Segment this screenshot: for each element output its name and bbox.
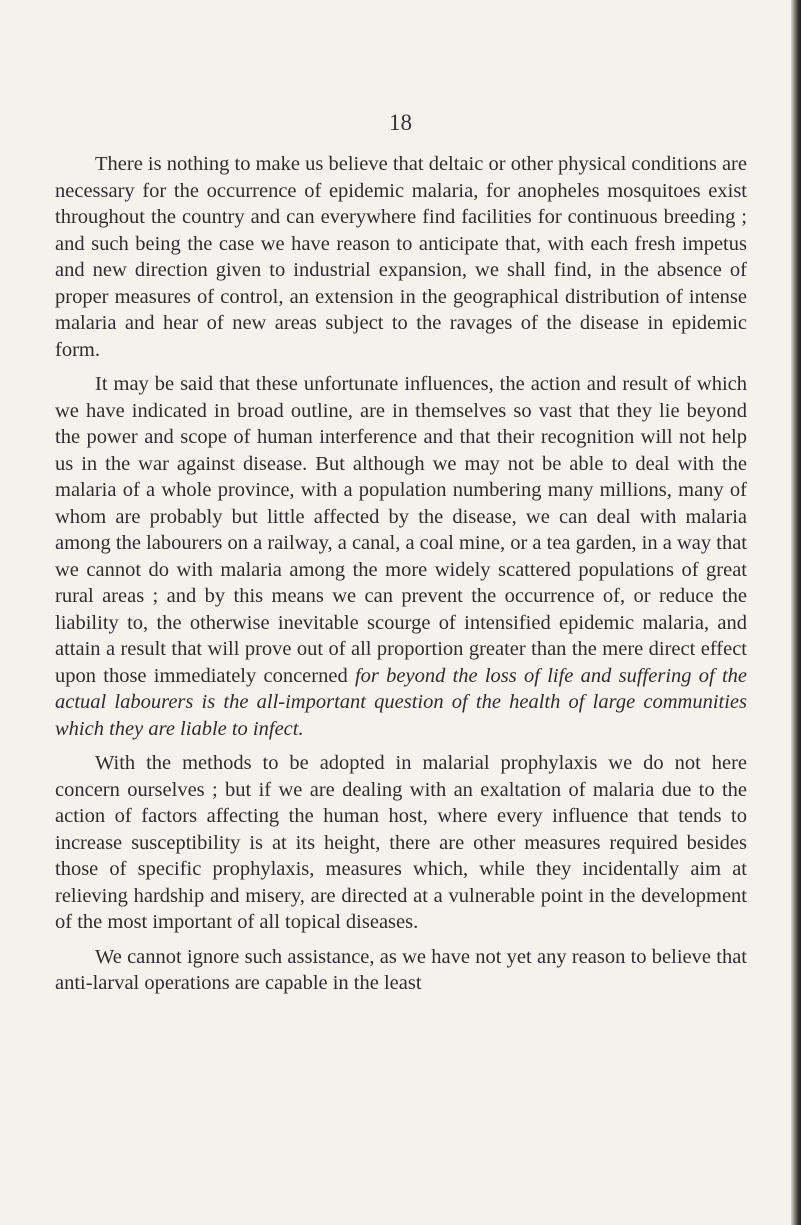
paragraph-2 xyxy=(55,371,747,742)
paragraph-4-text: We cannot ignore such assistance, as we have not yet any reason to believe that anti-larval operations are capable in the least xyxy=(55,945,747,994)
paragraph-1-text: There is nothing to make us believe that deltaic or other physical conditions are necessary for the occurrence of epidemic malaria, for anopheles mosquitoes exist throughout the country and can everywhere find facilities for continuous breeding ; and such being the case we have reason to anticipate that, with each fresh impetus and new direction given to industrial expansion, we shall find, in the absence of proper measures of control, an extension in the geographical distribution of intense malaria and hear of new areas subject to the ravages of the disease in epidemic form. xyxy=(55,153,747,361)
page-edge-shadow xyxy=(791,0,801,1225)
paragraph-4 xyxy=(55,944,747,997)
body-text xyxy=(55,151,747,997)
paragraph-3-text: With the methods to be adopted in malarial prophylaxis we do not here concern ourselves ; but if we are dealing with an exaltation of malaria due to the action of factors affecting the human host, where every influence that tends to increase susceptibility is at its height, there are other measures required besides those of specific prophylaxis, measures which, while they incidentally aim at relieving hardship and misery, are directed at a vulnerable point in the development of the most important of all topical diseases. xyxy=(55,752,747,933)
page-number: 18 xyxy=(389,110,412,135)
paragraph-1 xyxy=(55,151,747,363)
paragraph-2-italic-text: for beyond the loss of life and suffering of the actual labourers is the all-important question of the health of large communities which they are liable to infect. xyxy=(55,664,747,740)
paragraph-3 xyxy=(55,750,747,936)
paragraph-2-text: It may be said that these unfortunate influences, the action and result of which we have indicated in broad outline, are in themselves so vast that they lie beyond the power and scope of human interference and that their recognition will not help us in the war against disease. But although we may not be able to deal with the malaria of a whole province, with a population numbering many millions, many of whom are probably but little affected by the disease, we can deal with malaria among the labourers on a railway, a canal, a coal mine, or a tea garden, in a way that we cannot do with malaria among the more widely scattered populations of great rural areas ; and by this means we can prevent the occurrence of, or reduce the liability to, the otherwise inevitable scourge of intensified epidemic malaria, and attain a result that will prove out of all proportion greater than the mere direct effect upon those immediately concerned xyxy=(55,373,747,687)
